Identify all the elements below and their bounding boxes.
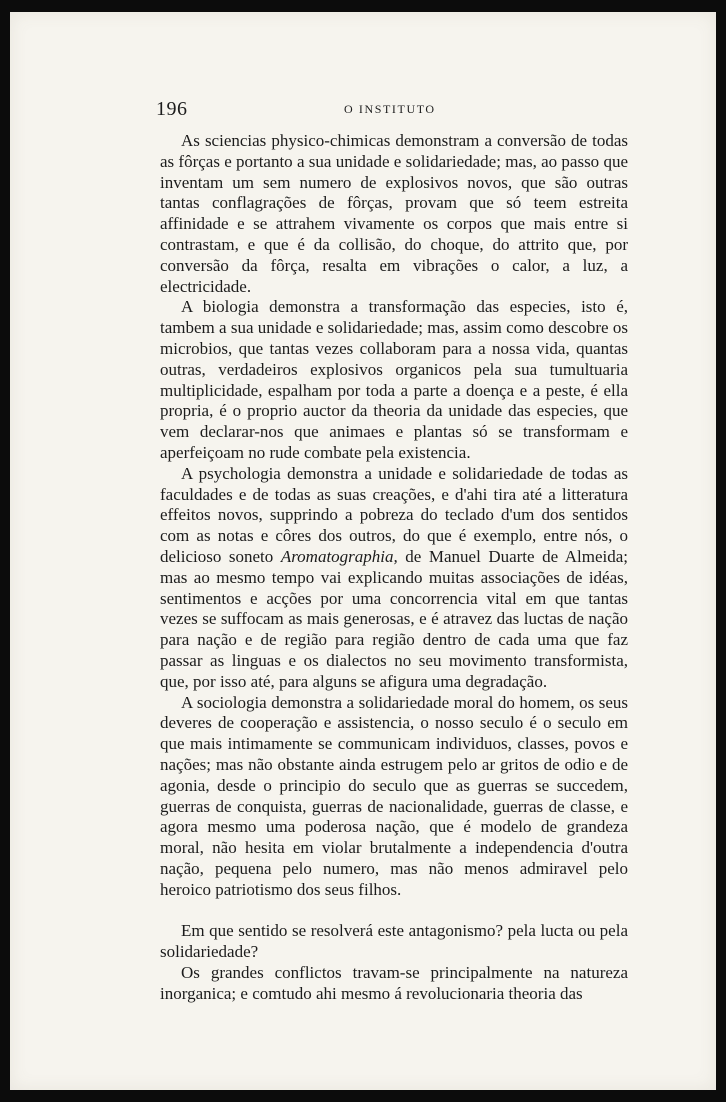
- running-title: O INSTITUTO: [344, 102, 436, 116]
- body-text: [160, 131, 628, 1004]
- paragraph-text: A biologia demonstra a transformação das especies, isto é, tambem a sua unidade e solidariedade; mas, assim como descobre os microbios, que tantas vezes collaboram para a nossa vida, quantas outras, verdadeiros explosivos organicos pela sua tumultuaria multiplicidade, espalham por toda a parte a doença e a peste, é ella propria, é o proprio auctor da theoria da unidade das especies, que vem declarar-nos que animaes e plantas só se transformam e aperfeiçoam no rude combate pela existencia.: [160, 297, 628, 462]
- paragraph-text: A psychologia demonstra a unidade e solidariedade de todas as faculdades e de todas as suas creações, e d'ahi tira até a litteratura effeitos novos, supprindo a pobreza do teclado d'um dos sentidos com as notas e côres dos outros, do que é exemplo, entre nós, o delicioso soneto: [160, 463, 628, 566]
- paragraph-text: A sociologia demonstra a solidariedade moral do homem, os seus deveres de cooperação e assistencia, o nosso seculo é o seculo em que mais intimamente se communicam individuos, classes, povos e nações; mas não obstante ainda estrugem pelo ar gritos de odio e de agonia, desde o principio do seculo que as guerras se succedem, guerras de conquista, guerras de nacionalidade, guerras de classe, e agora mesmo uma poderosa nação, que é modelo de grandeza moral, não hesita em violar brutalmente a independencia d'outra nação, pequena pelo numero, mas não menos admiravel pelo heroico patriotismo dos seus filhos.: [160, 692, 628, 899]
- book-page: [10, 12, 716, 1090]
- page-number: 196: [156, 98, 188, 120]
- paragraph: [160, 963, 628, 1005]
- paragraph-text: As sciencias physico-chimicas demonstram a conversão de todas as fôrças e portanto a sua unidade e solidariedade; mas, ao passo que inventam um sem numero de explosivos novos, que são outras tantas conflagrações de fôrças, provam que só teem estreita affinidade e se attrahem vivamente os corpos que mais entre si contrastam, e que é da collisão, do choque, do attrito que, por conversão da fôrça, resalta em vibrações o calor, a luz, a electricidade.: [160, 131, 628, 296]
- paragraph-text: de Manuel Duarte de Almeida; mas ao mesmo tempo vai explicando muitas associações de idéas, sentimentos e acções por uma concorrencia vital em que tantas vezes se suffocam as mais generosas, e é atravez das luctas de nação para nação e de região para região dentro de cada uma que faz passar as linguas e os dialectos no seu movimento transformista, que, por isso até, para alguns se afigura uma degradação.: [160, 546, 628, 691]
- paragraph: [160, 464, 628, 693]
- page-header: [156, 98, 626, 122]
- paragraph: [160, 297, 628, 463]
- paragraph: [160, 131, 628, 297]
- paragraph: [160, 693, 628, 901]
- paragraph: [160, 921, 628, 963]
- book-title-reference: Aromatographia,: [280, 546, 398, 566]
- paragraph-text: Os grandes conflictos travam-se principalmente na natureza inorganica; e comtudo ahi mesmo á revolucionaria theoria das: [160, 962, 628, 1003]
- paragraph-text: Em que sentido se resolverá este antagonismo? pela lucta ou pela solidariedade?: [160, 921, 628, 962]
